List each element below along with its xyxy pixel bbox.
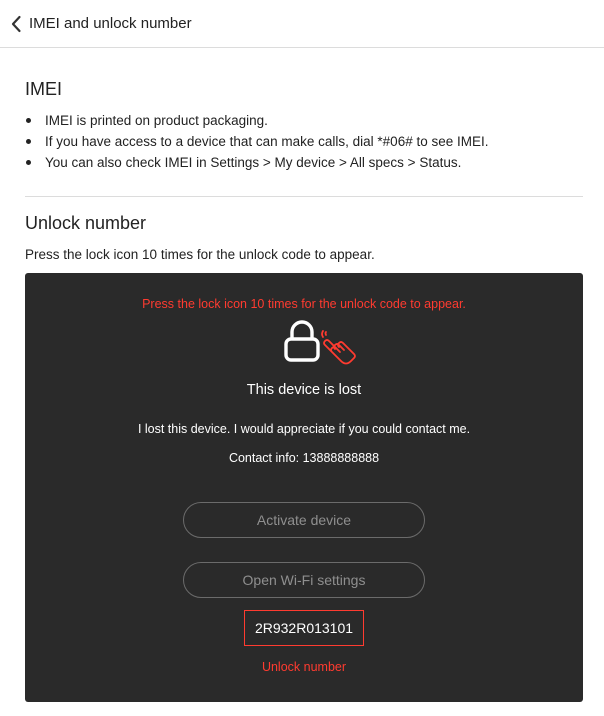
lost-device-title: This device is lost bbox=[246, 382, 362, 398]
unlock-code-value: 2R932R013101 bbox=[244, 610, 364, 646]
imei-section-title: IMEI bbox=[25, 79, 63, 99]
lost-device-message: I lost this device. I would appreciate if you could contact me. bbox=[137, 422, 471, 436]
tap-hand-icon bbox=[322, 331, 355, 364]
unlock-code-label: Unlock number bbox=[261, 660, 347, 674]
imei-info-item: If you have access to a device that can make calls, dial *#06# to see IMEI. bbox=[25, 131, 489, 152]
unlock-description: Press the lock icon 10 times for the unlock code to appear. bbox=[25, 247, 375, 262]
lock-button[interactable] bbox=[283, 319, 359, 373]
contact-info: Contact info: 13888888888 bbox=[228, 451, 380, 465]
chevron-left-icon bbox=[9, 14, 25, 34]
back-button[interactable] bbox=[9, 14, 25, 34]
lost-device-screen-preview bbox=[25, 273, 583, 702]
section-divider bbox=[25, 196, 583, 197]
imei-info-item: IMEI is printed on product packaging. bbox=[25, 110, 489, 131]
page-title: IMEI and unlock number bbox=[29, 15, 192, 32]
lock-press-hint: Press the lock icon 10 times for the unlock code to appear. bbox=[142, 297, 466, 311]
unlock-section-title: Unlock number bbox=[25, 213, 147, 233]
imei-info-list bbox=[25, 110, 489, 173]
activate-device-button[interactable]: Activate device bbox=[183, 502, 425, 538]
imei-info-item: You can also check IMEI in Settings > My device > All specs > Status. bbox=[25, 152, 489, 173]
open-wifi-settings-button[interactable]: Open Wi-Fi settings bbox=[183, 562, 425, 598]
lock-icon bbox=[286, 322, 318, 360]
page-header bbox=[0, 0, 604, 48]
